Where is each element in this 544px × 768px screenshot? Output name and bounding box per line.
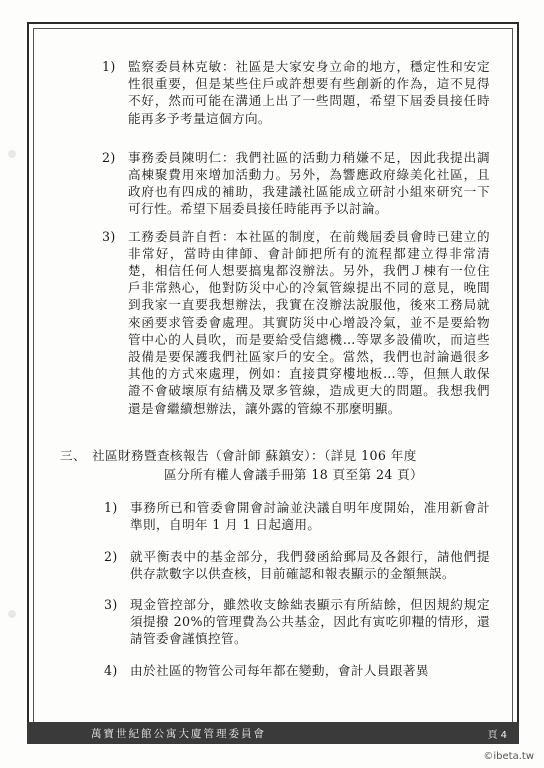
page-number: 頁 4 <box>487 729 507 741</box>
list-item <box>60 149 490 218</box>
item-number: 3) <box>102 228 116 244</box>
item-text: 由於社區的物管公司每年都在變動，會計人員跟著異 <box>130 662 429 678</box>
list-item <box>60 548 490 582</box>
item-number: 3) <box>104 597 118 613</box>
watermark-text: ©ibeta.tw <box>483 751 534 762</box>
list-item <box>60 58 490 127</box>
item-text: 工務委員許自哲：本社區的制度，在前幾屆委員會時已建立的非常好，當時由律師、會計師把所有的流程都建立得非常清楚，相信任何人想要搞鬼都沒辦法。另外，我們Ｊ棟有一位住戶非常熱心，他對防災中心的冷氣管線提出不同的意見，晚間到我家一直要我想辦法，我實在沒辦法說服他，後來工務局就來函要求管委會處理。其實防災中心增設冷氣，並不是要給物管中心的人員吹，而是要給受信總機…等眾多設備吹，而這些設備是要保護我們社區家戶的安全。當然，我們也討論過很多其他的方式來處理，例如：直接貫穿樓地板…等，但無人敢保證不會破壞原有結構及眾多管線，造成更大的問題。我想我們還是會繼續想辦法，讓外露的管線不那麼明顯。 <box>128 228 490 416</box>
list-item <box>60 662 490 679</box>
item-text: 監察委員林克敏：社區是大家安身立命的地方，穩定性和安定性很重要，但是某些住戶或許想要有些創新的作為，這不見得不好，然而可能在溝通上出了一些問題，希望下屆委員接任時能再多予考量這個方向。 <box>128 59 490 126</box>
item-text: 現金管控部分，雖然收支餘絀表顯示有所結餘，但因規約規定須提撥 20%的管理費為公共基金，因此有寅吃卯糧的情形，還請管委會謹慎控管。 <box>130 597 490 647</box>
list-item <box>60 596 490 648</box>
section-number: 三、 <box>60 447 86 463</box>
section-title: 社區財務暨查核報告（會計師 蘇鎮安）：（詳見 106 年度 <box>92 447 417 463</box>
section-title-continued: 區分所有權人會議手冊第 18 頁至第 24 頁） <box>164 467 424 483</box>
list-item <box>60 228 490 417</box>
item-number: 1) <box>102 59 116 74</box>
item-text: 事務所已和管委會開會討論並決議自明年度開始，准用新會計準則，自明年 1 月 1 日起適用。 <box>130 500 490 533</box>
item-number: 2) <box>104 548 118 564</box>
item-text: 就平衡表中的基金部分，我們發函給郵局及各銀行，請他們提供存款數字以供查核，目前確認和報表顯示的金額無誤。 <box>130 548 490 581</box>
document-body <box>60 58 490 693</box>
item-number: 4) <box>104 662 118 678</box>
list-item <box>60 499 490 533</box>
binder-hole <box>8 150 16 158</box>
item-number: 2) <box>102 149 116 165</box>
footer-organization: 萬寶世紀館公寓大廈管理委員會 <box>91 727 266 740</box>
item-text: 事務委員陳明仁：我們社區的活動力稍嫌不足，因此我提出調高棟聚費用來增加活動力。另外，為響應政府綠美化社區，且政府也有四成的補助，我建議社區能成立研討小組來研究一下可行性。希望下屆委員接任時能再予以討論。 <box>128 149 490 217</box>
binder-hole <box>8 610 16 618</box>
section-heading <box>60 447 490 464</box>
item-number: 1) <box>104 500 118 516</box>
page-footer <box>27 722 519 744</box>
